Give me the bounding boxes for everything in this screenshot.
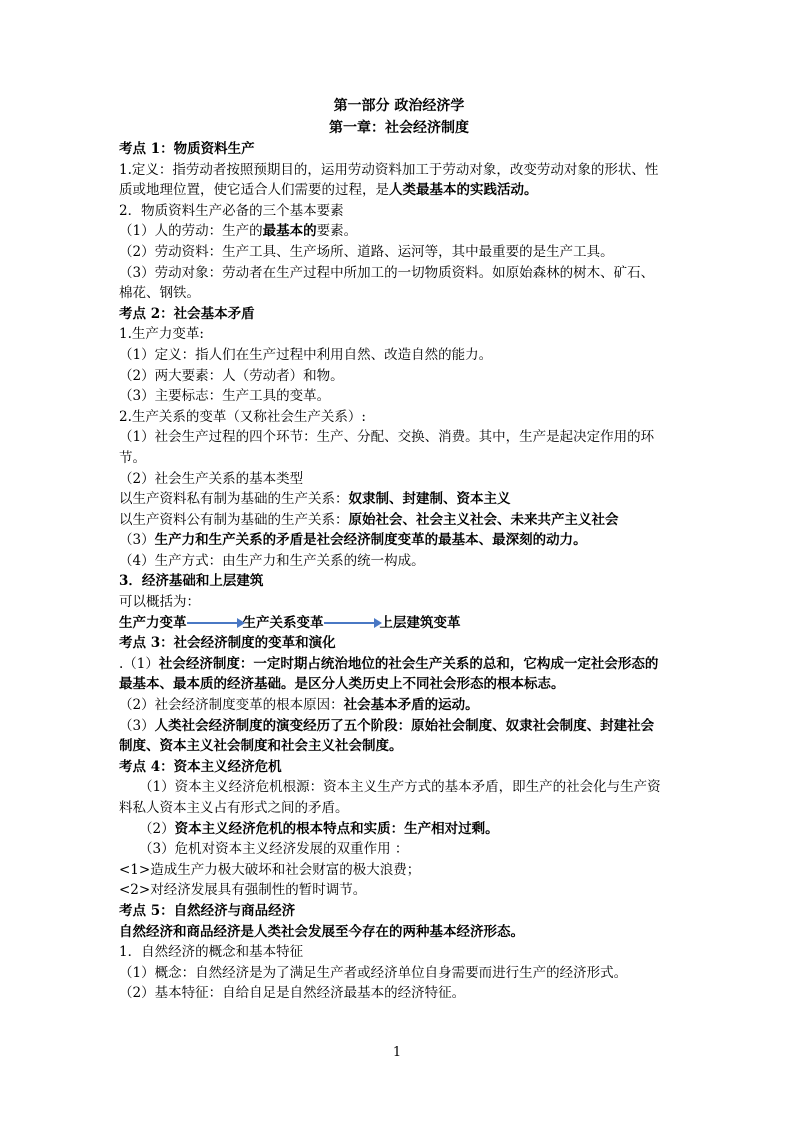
paragraph: （2）基本特征：自给自足是自然经济最基本的经济特征。 [119, 985, 466, 1002]
text-span: 以生产资料公有制为基础的生产关系： [119, 511, 349, 528]
paragraph: 2．物质资料生产必备的三个基本要素 [119, 202, 344, 219]
subsection-heading: 3．经济基础和上层建筑 [119, 573, 264, 590]
part-title: 第一部分 政治经济学 [333, 98, 465, 114]
flow-diagram [119, 613, 679, 634]
bold-text: 社会基本矛盾的运动。 [343, 697, 479, 714]
paragraph [119, 510, 679, 531]
paragraph: 节。 [119, 449, 146, 466]
paragraph: （2）两大要素：人（劳动者）和物。 [119, 367, 344, 384]
paragraph: 1.生产力变革: [119, 326, 204, 343]
paragraph: （2）劳动资料：生产工具、生产场所、道路、运河等，其中最重要的是生产工具。 [119, 243, 614, 260]
bold-text: 生产力和生产关系的矛盾是社会经济制度变革的最基本、最深刻的动力。 [154, 532, 587, 549]
paragraph: <1>造成生产力极大破坏和社会财富的极大浪费； [119, 861, 421, 878]
paragraph: （1）定义：指人们在生产过程中利用自然、改造自然的能力。 [119, 346, 493, 363]
arrow-right-icon [187, 622, 243, 624]
text-span: .（1） [119, 655, 159, 672]
paragraph: 料私人资本主义占有形式之间的矛盾。 [119, 800, 349, 816]
paragraph: 棉花、钢铁。 [119, 285, 200, 302]
paragraph: （3）主要标志：生产工具的变革。 [119, 388, 331, 405]
paragraph [119, 180, 679, 201]
section-heading-2: 考点 2：社会基本矛盾 [119, 305, 255, 322]
text-span: 质或地理位置，使它适合人们需要的过程，是 [119, 182, 389, 199]
bold-text: 原始社会、社会主义社会、未来共产主义社会 [348, 511, 619, 528]
paragraph: 可以概括为： [119, 594, 200, 611]
flow-step: 上层建筑变革 [379, 614, 461, 631]
paragraph [119, 819, 679, 840]
section-heading-4: 考点 4：资本主义经济危机 [119, 758, 282, 775]
page-number: 1 [392, 1045, 402, 1060]
paragraph: （3）危机对资本主义经济发展的双重作用 ： [139, 841, 409, 858]
paragraph [119, 695, 679, 716]
paragraph [119, 489, 679, 510]
paragraph: （1）概念：自然经济是为了满足生产者或经济单位自身需要而进行生产的经济形式。 [119, 964, 628, 981]
paragraph [119, 716, 679, 737]
paragraph: 最基本、最本质的经济基础。是区分人类历史上不同社会形态的根本标志。 [119, 676, 565, 693]
paragraph: 制度、资本主义社会制度和社会主义社会制度。 [119, 738, 403, 755]
text-span: 以生产资料私有制为基础的生产关系： [119, 491, 349, 508]
paragraph: （1）社会生产过程的四个环节：生产、分配、交换、消费。其中，生产是起决定作用的环 [119, 429, 655, 446]
text-span: 要素。 [316, 223, 358, 240]
chapter-title: 第一章：社会经济制度 [329, 119, 469, 136]
paragraph: （4）生产方式：由生产力和生产关系的统一构成。 [119, 552, 425, 569]
bold-text: 奴隶制、封建制、资本主义 [348, 491, 511, 508]
paragraph: （3）劳动对象：劳动者在生产过程中所加工的一切物质资料。如原始森林的树木、矿石、 [119, 264, 655, 281]
paragraph [119, 221, 679, 242]
paragraph: 1.定义：指劳动者按照预期目的，运用劳动资料加工于劳动对象，改变劳动对象的形状、性 [119, 161, 659, 178]
section-heading-5: 考点 5：自然经济与商品经济 [119, 902, 296, 919]
text-span: （3） [119, 717, 155, 734]
paragraph: （2）社会生产关系的基本类型 [119, 470, 304, 487]
bold-text: 资本主义经济危机的根本特点和实质：生产相对过剩。 [174, 820, 499, 837]
section-heading-1: 考点 1：物质资料生产 [119, 141, 255, 157]
bold-text: 人类社会经济制度的演变经历了五个阶段：原始社会制度、奴隶社会制度、封建社会 [154, 717, 655, 734]
paragraph: 1．自然经济的概念和基本特征 [119, 944, 304, 961]
paragraph [119, 530, 679, 551]
bold-text: 最基本的 [262, 223, 317, 240]
flow-step: 生产力变革 [119, 614, 187, 631]
paragraph [119, 654, 679, 675]
document-page [119, 96, 679, 1004]
paragraph: <2>对经济发展具有强制性的暂时调节。 [119, 882, 367, 899]
text-span: （1）人的劳动：生产的 [119, 223, 263, 240]
text-span: （2） [139, 820, 175, 837]
arrow-right-icon [324, 622, 380, 624]
flow-step: 生产关系变革 [242, 614, 324, 631]
bold-text: 人类最基本的实践活动。 [389, 182, 538, 199]
paragraph: 自然经济和商品经济是人类社会发展至今存在的两种基本经济形态。 [119, 923, 524, 940]
text-span: （3） [119, 532, 155, 549]
bold-text: 社会经济制度：一定时期占统治地位的社会生产关系的总和，它构成一定社会形态的 [158, 655, 659, 672]
text-span: （2）社会经济制度变革的根本原因： [119, 697, 344, 714]
paragraph: 2.生产关系的变革（又称社会生产关系）: [119, 408, 366, 425]
section-heading-3: 考点 3：社会经济制度的变革和演化 [119, 635, 336, 652]
paragraph: （1）资本主义经济危机根源：资本主义生产方式的基本矛盾，即生产的社会化与生产资 [139, 779, 661, 796]
